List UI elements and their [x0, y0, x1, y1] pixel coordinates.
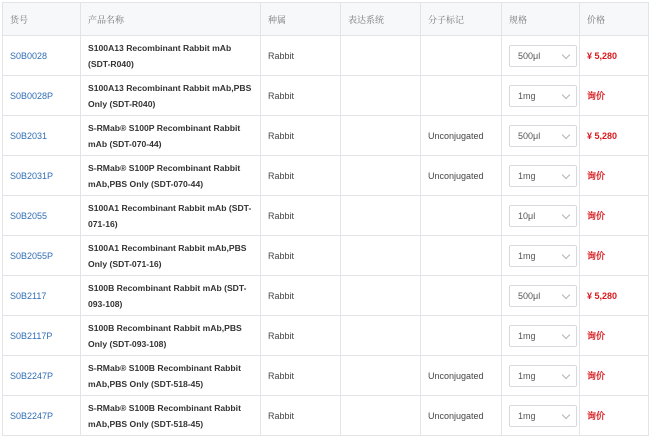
expression-system: [341, 396, 421, 436]
molecular-label: [421, 276, 502, 316]
cell-code: [3, 396, 81, 436]
spec-select-value: 500μl: [518, 130, 541, 141]
product-code-link[interactable]: S0B2031: [10, 130, 48, 141]
chevron-down-icon: [562, 410, 570, 418]
price: 询价: [580, 76, 649, 116]
product-name: S-RMab® S100B Recombinant Rabbit mAb,PBS Only (SDT-518-45): [81, 396, 261, 436]
chevron-down-icon: [562, 170, 570, 178]
cell-code: [3, 356, 81, 396]
species: Rabbit: [261, 36, 341, 76]
price: 询价: [580, 356, 649, 396]
table-row: [3, 196, 649, 236]
molecular-label: Unconjugated: [421, 156, 502, 196]
header-price: 价格: [580, 3, 649, 36]
cell-spec: [502, 76, 580, 116]
spec-select-value: 1mg: [518, 90, 536, 101]
expression-system: [341, 156, 421, 196]
product-name: S100A13 Recombinant Rabbit mAb (SDT-R040): [81, 36, 261, 76]
product-code-link[interactable]: S0B2247P: [10, 370, 54, 381]
chevron-down-icon: [562, 90, 570, 98]
cell-code: [3, 236, 81, 276]
price: 询价: [580, 156, 649, 196]
molecular-label: Unconjugated: [421, 356, 502, 396]
spec-select[interactable]: [509, 245, 577, 267]
product-code-link[interactable]: S0B2031P: [10, 170, 54, 181]
product-code-link[interactable]: S0B0028: [10, 50, 48, 61]
price: ¥ 5,280: [580, 276, 649, 316]
molecular-label: [421, 196, 502, 236]
cell-spec: [502, 396, 580, 436]
header-expression-system: 表达系统: [341, 3, 421, 36]
species: Rabbit: [261, 356, 341, 396]
spec-select[interactable]: [509, 205, 577, 227]
species: Rabbit: [261, 316, 341, 356]
table-row: [3, 236, 649, 276]
spec-select-value: 10μl: [518, 210, 536, 221]
table-row: [3, 276, 649, 316]
chevron-down-icon: [562, 50, 570, 58]
cell-code: [3, 76, 81, 116]
spec-select-value: 500μl: [518, 50, 541, 61]
product-code-link[interactable]: S0B2247P: [10, 410, 54, 421]
table-row: [3, 156, 649, 196]
species: Rabbit: [261, 156, 341, 196]
expression-system: [341, 316, 421, 356]
chevron-down-icon: [562, 330, 570, 338]
molecular-label: [421, 36, 502, 76]
expression-system: [341, 116, 421, 156]
spec-select-value: 1mg: [518, 410, 536, 421]
molecular-label: Unconjugated: [421, 116, 502, 156]
cell-spec: [502, 156, 580, 196]
expression-system: [341, 236, 421, 276]
product-code-link[interactable]: S0B2117: [10, 290, 47, 301]
header-spec: 规格: [502, 3, 580, 36]
table-header-row: [3, 3, 649, 36]
product-name: S-RMab® S100B Recombinant Rabbit mAb,PBS Only (SDT-518-45): [81, 356, 261, 396]
species: Rabbit: [261, 396, 341, 436]
table-row: [3, 36, 649, 76]
price: 询价: [580, 316, 649, 356]
spec-select-value: 500μl: [518, 290, 541, 301]
expression-system: [341, 36, 421, 76]
spec-select[interactable]: [509, 405, 577, 427]
species: Rabbit: [261, 196, 341, 236]
molecular-label: [421, 236, 502, 276]
chevron-down-icon: [562, 130, 570, 138]
table-row: [3, 356, 649, 396]
species: Rabbit: [261, 276, 341, 316]
spec-select-value: 1mg: [518, 370, 536, 381]
expression-system: [341, 276, 421, 316]
product-name: S100A1 Recombinant Rabbit mAb (SDT-071-16): [81, 196, 261, 236]
spec-select-value: 1mg: [518, 170, 536, 181]
product-name: S100A1 Recombinant Rabbit mAb,PBS Only (SDT-071-16): [81, 236, 261, 276]
cell-code: [3, 316, 81, 356]
table-row: [3, 396, 649, 436]
spec-select[interactable]: [509, 285, 577, 307]
product-code-link[interactable]: S0B2117P: [10, 330, 53, 341]
price: ¥ 5,280: [580, 36, 649, 76]
cell-spec: [502, 356, 580, 396]
product-code-link[interactable]: S0B0028P: [10, 90, 54, 101]
cell-code: [3, 156, 81, 196]
species: Rabbit: [261, 76, 341, 116]
spec-select[interactable]: [509, 365, 577, 387]
spec-select-value: 1mg: [518, 250, 536, 261]
cell-spec: [502, 236, 580, 276]
table-row: [3, 116, 649, 156]
chevron-down-icon: [562, 210, 570, 218]
molecular-label: [421, 316, 502, 356]
species: Rabbit: [261, 116, 341, 156]
header-species: 种属: [261, 3, 341, 36]
product-name: S-RMab® S100P Recombinant Rabbit mAb (SDT-070-44): [81, 116, 261, 156]
cell-spec: [502, 196, 580, 236]
product-name: S-RMab® S100P Recombinant Rabbit mAb,PBS Only (SDT-070-44): [81, 156, 261, 196]
header-molecular-label: 分子标记: [421, 3, 502, 36]
spec-select[interactable]: [509, 325, 577, 347]
molecular-label: Unconjugated: [421, 396, 502, 436]
price: 询价: [580, 396, 649, 436]
cell-code: [3, 196, 81, 236]
expression-system: [341, 196, 421, 236]
spec-select-value: 1mg: [518, 330, 536, 341]
spec-select[interactable]: [509, 45, 577, 67]
table-row: [3, 76, 649, 116]
molecular-label: [421, 76, 502, 116]
chevron-down-icon: [562, 370, 570, 378]
cell-spec: [502, 116, 580, 156]
price: ¥ 5,280: [580, 116, 649, 156]
spec-select[interactable]: [509, 125, 577, 147]
cell-code: [3, 36, 81, 76]
cell-spec: [502, 316, 580, 356]
expression-system: [341, 356, 421, 396]
cell-code: [3, 116, 81, 156]
cell-spec: [502, 36, 580, 76]
spec-select[interactable]: [509, 165, 577, 187]
header-code: 货号: [3, 3, 81, 36]
species: Rabbit: [261, 236, 341, 276]
product-code-link[interactable]: S0B2055P: [10, 250, 54, 261]
spec-select[interactable]: [509, 85, 577, 107]
cell-spec: [502, 276, 580, 316]
price: 询价: [580, 196, 649, 236]
chevron-down-icon: [562, 290, 570, 298]
table-row: [3, 316, 649, 356]
price: 询价: [580, 236, 649, 276]
cell-code: [3, 276, 81, 316]
product-name: S100B Recombinant Rabbit mAb (SDT-093-108): [81, 276, 261, 316]
product-code-link[interactable]: S0B2055: [10, 210, 48, 221]
chevron-down-icon: [562, 250, 570, 258]
product-name: S100B Recombinant Rabbit mAb,PBS Only (SDT-093-108): [81, 316, 261, 356]
product-table: [2, 2, 649, 436]
expression-system: [341, 76, 421, 116]
product-name: S100A13 Recombinant Rabbit mAb,PBS Only (SDT-R040): [81, 76, 261, 116]
header-product-name: 产品名称: [81, 3, 261, 36]
